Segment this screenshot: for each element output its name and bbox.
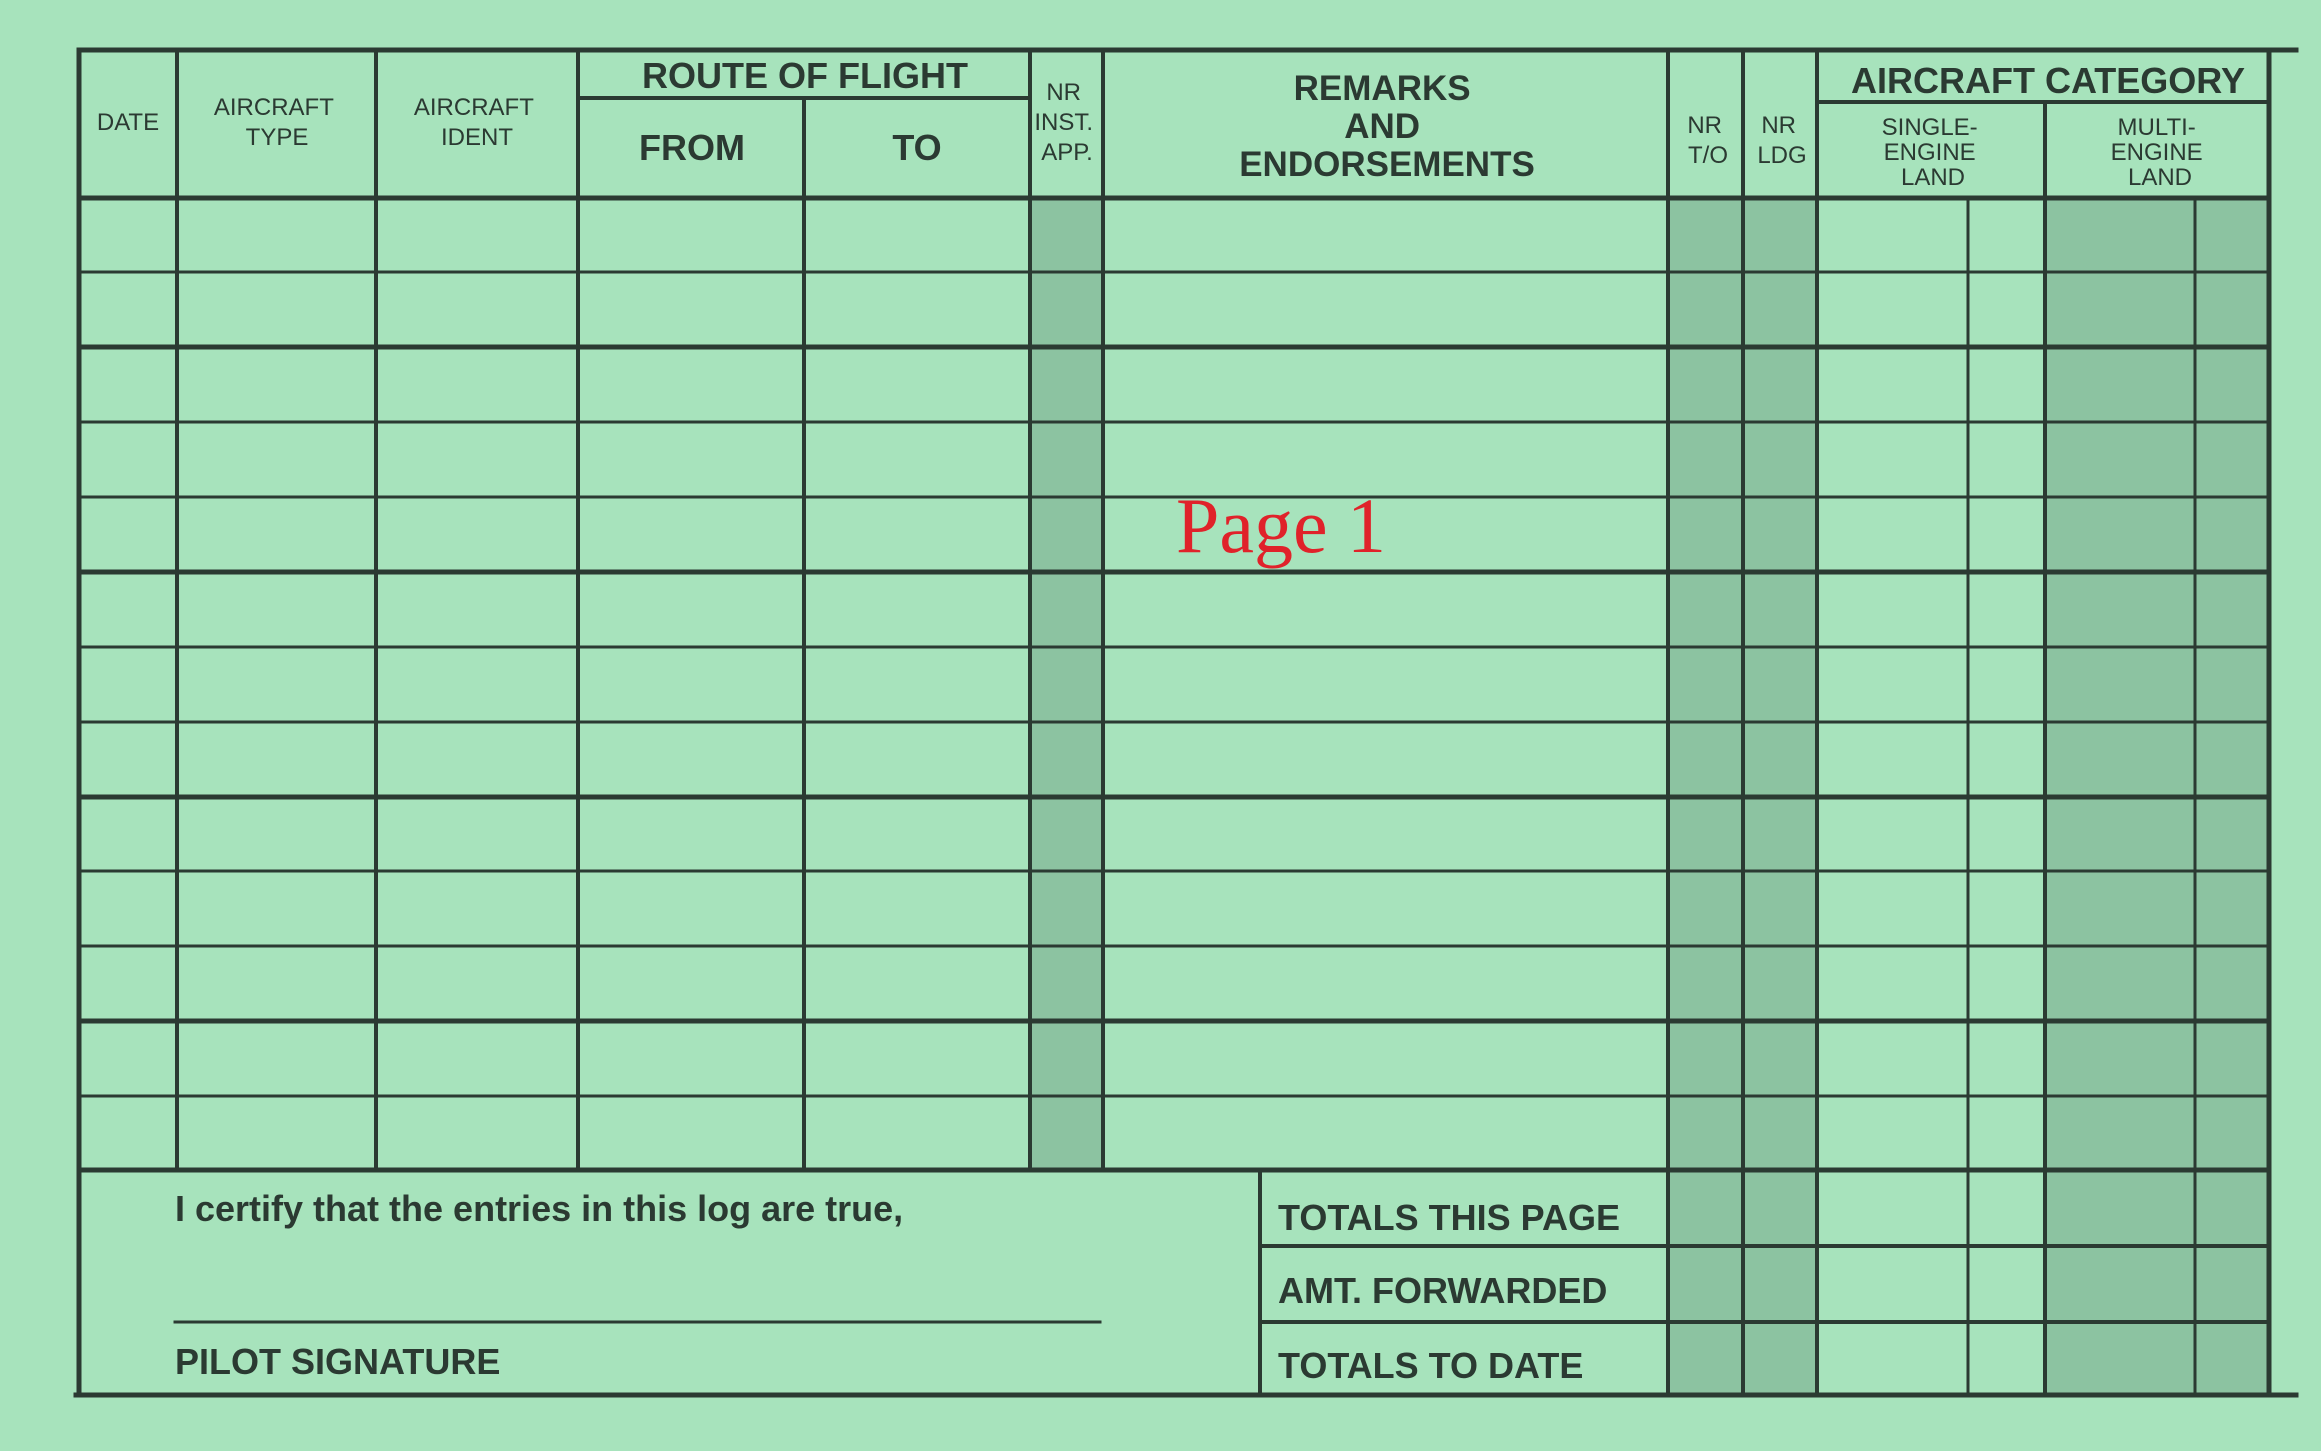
from-header: FROM xyxy=(639,127,745,168)
nr-inst-app-header: NR INST. APP. xyxy=(1034,79,1094,166)
remarks-header: REMARKS AND ENDORSEMENTS xyxy=(1239,69,1535,184)
aircraft-ident-header: AIRCRAFT IDENT xyxy=(413,94,534,151)
single-engine-land-header: SINGLE- ENGINE LAND xyxy=(1881,114,1978,191)
totals-this-page-label: TOTALS THIS PAGE xyxy=(1278,1197,1621,1238)
route-of-flight-header: ROUTE OF FLIGHT xyxy=(642,55,968,96)
nr-ldg-header: NR LDG xyxy=(1757,112,1807,169)
aircraft-type-header: AIRCRAFT TYPE xyxy=(213,94,334,151)
pilot-signature-label: PILOT SIGNATURE xyxy=(175,1341,501,1382)
totals-to-date-label: TOTALS TO DATE xyxy=(1278,1345,1584,1386)
amt-forwarded-label: AMT. FORWARDED xyxy=(1278,1270,1608,1311)
page-label: Page 1 xyxy=(1175,482,1387,569)
nr-to-header: NR T/O xyxy=(1687,112,1728,169)
date-header: DATE xyxy=(96,109,160,136)
multi-engine-land-header: MULTI- ENGINE LAND xyxy=(2110,114,2203,191)
to-header: TO xyxy=(892,127,942,168)
certify-statement: I certify that the entries in this log are true, xyxy=(175,1188,904,1229)
aircraft-category-header: AIRCRAFT CATEGORY xyxy=(1851,60,2245,101)
